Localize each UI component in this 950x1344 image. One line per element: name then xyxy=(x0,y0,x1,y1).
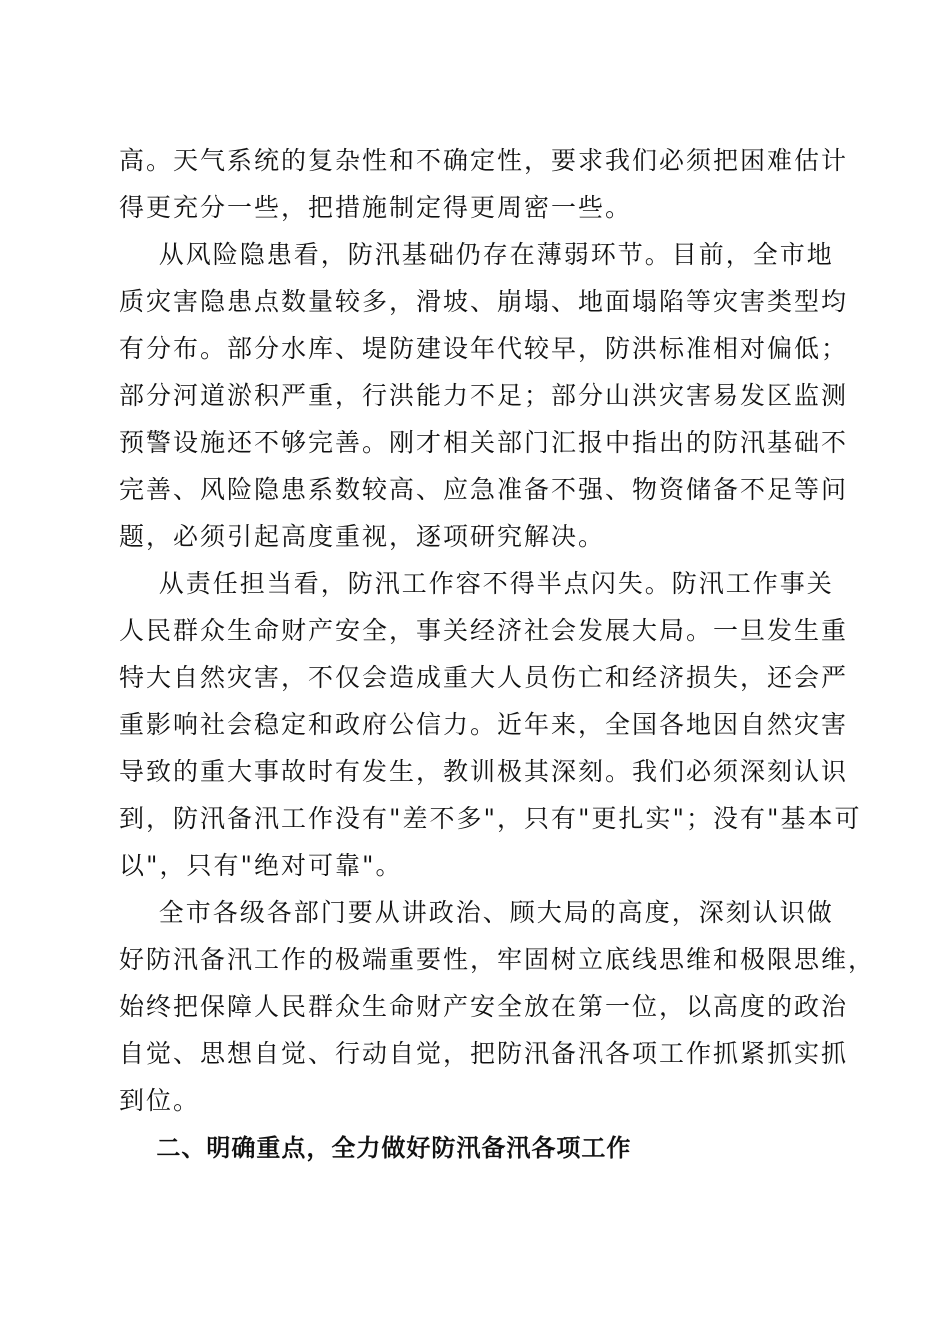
text-line: 全市各级各部门要从讲政治、顾大局的高度，深刻认识做 xyxy=(119,898,834,927)
text-line: 题，必须引起高度重视，逐项研究解决。 xyxy=(119,522,606,551)
text-line: 部分河道淤积严重，行洪能力不足；部分山洪灾害易发区监测 xyxy=(119,381,849,410)
text-line: 特大自然灾害，不仅会造成重大人员伤亡和经济损失，还会严 xyxy=(119,663,849,692)
text-line: 导致的重大事故时有发生，教训极其深刻。我们必须深刻认识 xyxy=(119,757,849,786)
document-body xyxy=(119,137,876,1172)
text-line: 人民群众生命财产安全，事关经济社会发展大局。一旦发生重 xyxy=(119,616,849,645)
text-line: 质灾害隐患点数量较多，滑坡、崩塌、地面塌陷等灾害类型均 xyxy=(119,287,849,316)
text-line: 自觉、思想自觉、行动自觉，把防汛备汛各项工作抓紧抓实抓 xyxy=(119,1039,849,1068)
text-line: 有分布。部分水库、堤防建设年代较早，防洪标准相对偏低； xyxy=(119,334,849,363)
text-line: 预警设施还不够完善。刚才相关部门汇报中指出的防汛基础不 xyxy=(119,428,849,457)
text-line: 从责任担当看，防汛工作容不得半点闪失。防汛工作事关 xyxy=(119,569,834,598)
text-line: 高。天气系统的复杂性和不确定性，要求我们必须把困难估计 xyxy=(119,146,849,175)
text-line: 好防汛备汛工作的极端重要性，牢固树立底线思维和极限思维， xyxy=(119,945,876,974)
text-line: 到位。 xyxy=(119,1086,201,1115)
text-line: 重影响社会稳定和政府公信力。近年来，全国各地因自然灾害 xyxy=(119,710,849,739)
text-line: 始终把保障人民群众生命财产安全放在第一位，以高度的政治 xyxy=(119,992,849,1021)
text-line: 以"，只有"绝对可靠"。 xyxy=(119,851,403,880)
text-line: 完善、风险隐患系数较高、应急准备不强、物资储备不足等问 xyxy=(119,475,849,504)
section-heading: 二、明确重点，全力做好防汛备汛各项工作 xyxy=(119,1134,632,1162)
text-line: 到，防汛备汛工作没有"差不多"，只有"更扎实"；没有"基本可 xyxy=(119,804,862,833)
text-line: 从风险隐患看，防汛基础仍存在薄弱环节。目前，全市地 xyxy=(119,240,834,269)
text-line: 得更充分一些，把措施制定得更周密一些。 xyxy=(119,193,633,222)
